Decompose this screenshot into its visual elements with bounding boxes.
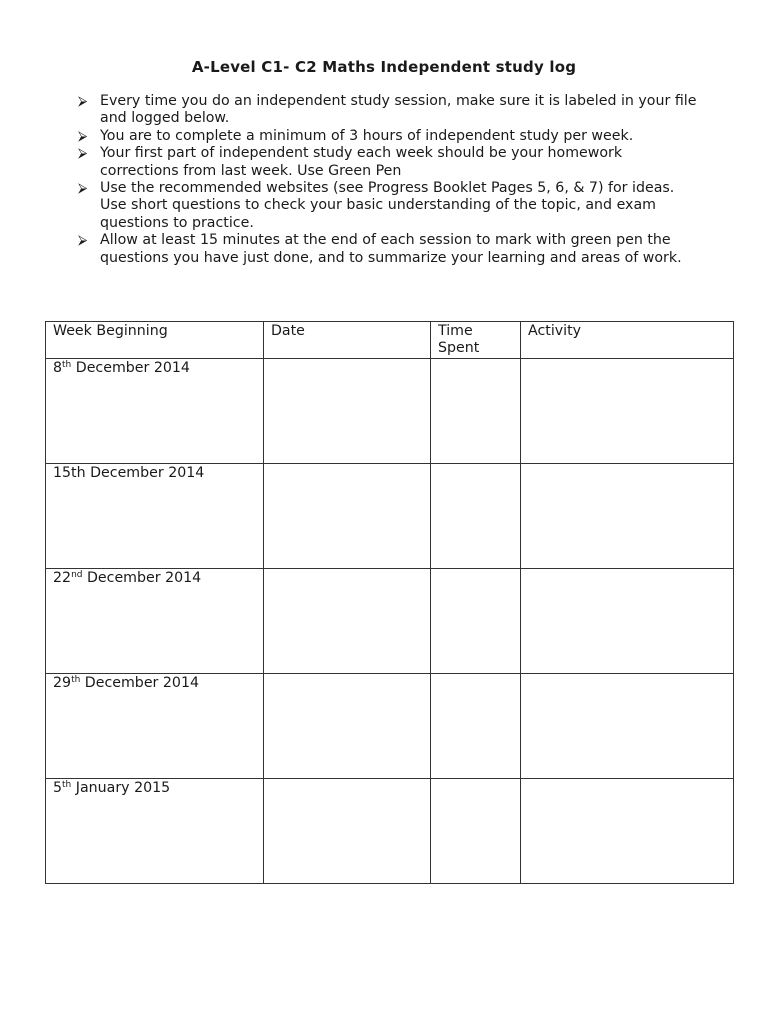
date-cell[interactable] [264,464,431,569]
table-header-row [46,322,734,359]
week-beginning-cell [46,569,264,674]
time-spent-cell[interactable] [431,779,521,884]
date-cell[interactable] [264,569,431,674]
instructions-list [78,93,698,267]
table-row [46,464,734,569]
activity-cell[interactable] [521,359,734,464]
week-day: 29 [53,675,72,691]
table-row [46,674,734,779]
week-month-year: December 2014 [71,360,190,376]
week-day: 22 [53,570,72,586]
week-beginning-cell [46,674,264,779]
week-day-suffix: th [62,780,72,790]
instruction-text: You are to complete a minimum of 3 hours of independent study per week. [100,127,634,144]
week-beginning-cell [46,464,264,569]
time-spent-cell[interactable] [431,464,521,569]
study-log-table [45,321,734,884]
instruction-text: Your first part of independent study each week should be your homework corrections from last week. Use Green Pen [100,145,623,179]
week-day-suffix: th [71,675,81,685]
time-spent-cell[interactable] [431,359,521,464]
week-beginning-cell [46,359,264,464]
arrowhead-bullet-icon: ⮚ [78,94,88,109]
week-day: 8 [53,360,63,376]
arrowhead-bullet-icon: ⮚ [78,128,88,144]
header-activity: Activity [521,322,734,359]
list-item [78,128,698,145]
activity-cell[interactable] [521,569,734,674]
week-day: 15th December 2014 [53,465,205,481]
date-cell[interactable] [264,359,431,464]
instruction-text: Use the recommended websites (see Progress Booklet Pages 5, 6, & 7) for ideas. Use short questions to check your basic understanding of the topic, and exam questions to practice. [100,180,675,231]
week-day: 5 [53,780,63,796]
week-beginning-cell [46,779,264,884]
header-date: Date [264,322,431,359]
week-month-year: December 2014 [80,675,199,691]
arrowhead-bullet-icon: ⮚ [78,233,88,249]
list-item [78,232,698,267]
list-item [78,93,698,128]
arrowhead-bullet-icon: ⮚ [78,146,88,162]
page-title: A-Level C1- C2 Maths Independent study log [191,58,577,76]
activity-cell[interactable] [521,779,734,884]
activity-cell[interactable] [521,464,734,569]
week-month-year: January 2015 [71,780,171,796]
week-day-suffix: th [62,360,72,370]
instruction-text: Allow at least 15 minutes at the end of each session to mark with green pen the questions you have just done, and to summarize your learning and areas of work. [100,232,682,266]
activity-cell[interactable] [521,674,734,779]
list-item [78,180,698,232]
date-cell[interactable] [264,674,431,779]
table-row [46,569,734,674]
table-row [46,779,734,884]
week-day-suffix: nd [71,570,83,580]
time-spent-cell[interactable] [431,569,521,674]
table-row [46,359,734,464]
header-time-spent: Time Spent [431,322,521,359]
date-cell[interactable] [264,779,431,884]
header-week-beginning: Week Beginning [46,322,264,359]
week-month-year: December 2014 [82,570,202,586]
arrowhead-bullet-icon: ⮚ [78,181,88,197]
list-item [78,145,698,180]
instruction-text: Every time you do an independent study session, make sure it is labeled in your file and logged below. [100,93,697,127]
time-spent-cell[interactable] [431,674,521,779]
